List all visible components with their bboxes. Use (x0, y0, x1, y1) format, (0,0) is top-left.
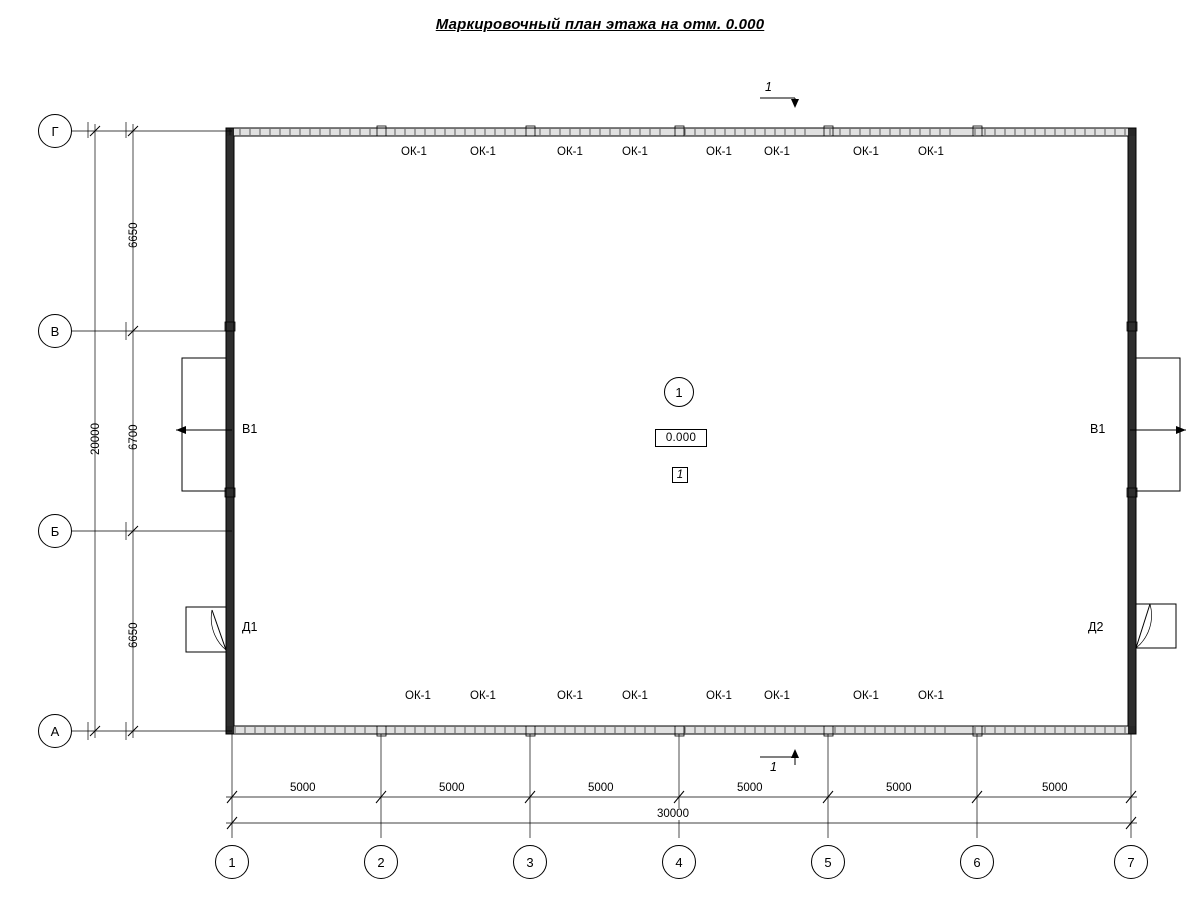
node-callout[interactable] (664, 377, 694, 407)
axis-label: 4 (675, 854, 683, 870)
dim-horizontal-1: 5000 (290, 782, 316, 794)
window-tag-bottom-1: ОК-1 (405, 690, 431, 702)
elevation-value: 0.000 (665, 432, 697, 444)
window-tag-top-5: ОК-1 (706, 146, 732, 158)
dim-vertical-6650-bottom: 6650 (128, 622, 140, 648)
window-tag-top-6: ОК-1 (764, 146, 790, 158)
window-tag-bottom-5: ОК-1 (706, 690, 732, 702)
dim-horizontal-5: 5000 (886, 782, 912, 794)
window-tag-bottom-8: ОК-1 (918, 690, 944, 702)
window-tag-top-8: ОК-1 (918, 146, 944, 158)
axis-bubble-2[interactable] (364, 845, 398, 879)
detail-tag[interactable] (672, 467, 688, 483)
axis-label: 1 (228, 854, 236, 870)
dim-vertical-total: 20000 (90, 423, 102, 455)
axis-bubble-7[interactable] (1114, 845, 1148, 879)
section-label-bottom: 1 (770, 760, 777, 774)
axis-bubble-5[interactable] (811, 845, 845, 879)
axis-label: В (50, 323, 60, 339)
node-callout-label: 1 (675, 384, 683, 400)
dim-vertical-6700: 6700 (128, 424, 140, 450)
axis-bubble-g[interactable] (38, 114, 72, 148)
gate-label-right: В1 (1090, 422, 1106, 436)
axis-label: 3 (526, 854, 534, 870)
axis-bubble-6[interactable] (960, 845, 994, 879)
window-tag-top-1: ОК-1 (401, 146, 427, 158)
axis-label: 5 (824, 854, 832, 870)
elevation-mark (655, 429, 707, 447)
window-tag-top-2: ОК-1 (470, 146, 496, 158)
window-tag-bottom-6: ОК-1 (764, 690, 790, 702)
door-label-left: Д1 (242, 620, 258, 634)
axis-label: 6 (973, 854, 981, 870)
axis-label: Г (51, 123, 59, 139)
window-tag-top-3: ОК-1 (557, 146, 583, 158)
window-tag-bottom-7: ОК-1 (853, 690, 879, 702)
axis-bubble-1[interactable] (215, 845, 249, 879)
axis-bubble-b[interactable] (38, 514, 72, 548)
dim-horizontal-3: 5000 (588, 782, 614, 794)
detail-tag-label: 1 (676, 469, 684, 481)
axis-bubble-v[interactable] (38, 314, 72, 348)
dim-horizontal-total: 30000 (657, 808, 689, 820)
page-title: Маркировочный план этажа на отм. 0.000 (435, 16, 765, 33)
gate-label-left: В1 (242, 422, 258, 436)
section-label-top: 1 (765, 80, 772, 94)
dim-vertical-6650-top: 6650 (128, 222, 140, 248)
window-tag-bottom-4: ОК-1 (622, 690, 648, 702)
axis-bubble-3[interactable] (513, 845, 547, 879)
dim-horizontal-4: 5000 (737, 782, 763, 794)
axis-label: 7 (1127, 854, 1135, 870)
dim-horizontal-2: 5000 (439, 782, 465, 794)
window-tag-top-7: ОК-1 (853, 146, 879, 158)
axis-label: А (50, 723, 60, 739)
axis-bubble-a[interactable] (38, 714, 72, 748)
window-tag-bottom-3: ОК-1 (557, 690, 583, 702)
axis-label: Б (50, 523, 60, 539)
dim-horizontal-6: 5000 (1042, 782, 1068, 794)
door-label-right: Д2 (1088, 620, 1104, 634)
axis-label: 2 (377, 854, 385, 870)
axis-bubble-4[interactable] (662, 845, 696, 879)
window-tag-bottom-2: ОК-1 (470, 690, 496, 702)
window-tag-top-4: ОК-1 (622, 146, 648, 158)
